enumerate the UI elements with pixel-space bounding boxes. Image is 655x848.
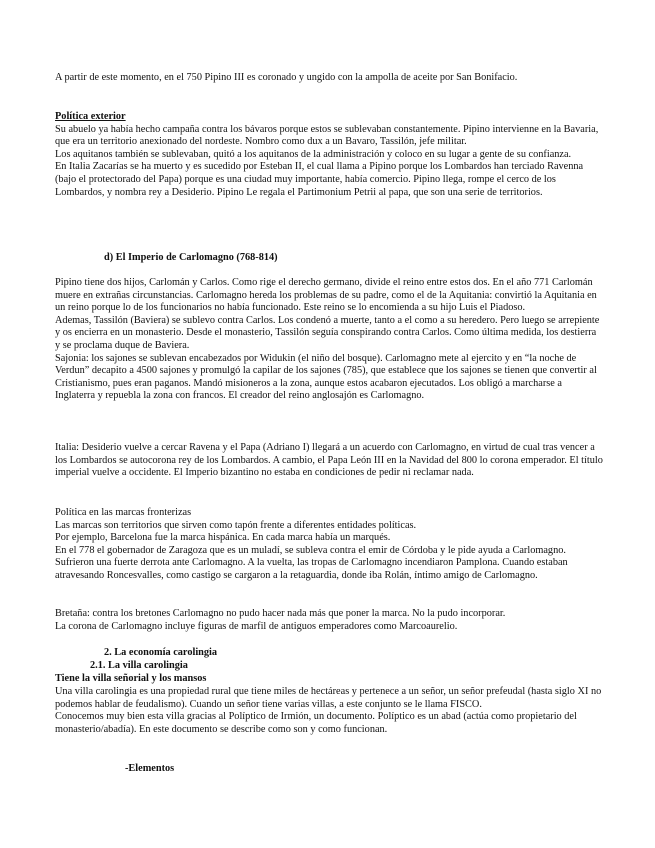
imperio-section <box>55 277 603 403</box>
intro-paragraph <box>55 72 603 85</box>
politica-exterior-paragraph-2: Los aquitanos también se sublevaban, quitó a los aquitanos de la administración y coloco en su lugar a gente de su confianza. <box>55 148 572 160</box>
politica-exterior-heading: Política exterior <box>55 111 126 122</box>
imperio-paragraph-1: Pipino tiene dos hijos, Carlomán y Carlos. Como rige el derecho germano, divide el reino entre estos dos. En el año 771 Carlomán muere en extrañas circunstancias. Carlomagno hereda los problemas de su padre, como el de la Aquitania: convirtió la Aquitania en un reino porque lo de los funcionarios no había funcionado. Este reino se lo encomienda a su hijo Luis el Piadoso. <box>55 277 597 314</box>
politica-exterior-section <box>55 111 603 199</box>
economia-heading: 2. La economía carolingia <box>104 647 218 658</box>
politica-exterior-paragraph-1: Su abuelo ya había hecho campaña contra los bávaros porque estos se sublevaban constantemente. Pipino intervienne en la Bavaria, que era un territorio anexionado del nordeste. Nombro como dux a un Bavaro, Tassilón, jefe militar. <box>55 123 599 148</box>
italia-paragraph <box>55 442 603 480</box>
imperio-paragraph-3: Sajonia: los sajones se sublevan encabezados por Widukin (el niño del bosque). Carlomagno mete al ejercito y en “la noche de Verdun” decapito a 4500 sajones y promulgó la capilar de los sajones (785), que establece que los sajones se tienen que convertir al Cristianismo, pues eran paganos. Mandó misioneros a la zona, aunque estos acabaron ejecutados. Los obligó a marcharse a Inglaterra y repuebla la zona con francos. El creador del reino anglosajón es Carlomagno. <box>55 352 597 402</box>
economia-section <box>55 686 603 736</box>
bretania-paragraph-1: Bretaña: contra los bretones Carlomagno no pudo hacer nada más que poner la marca. No la pudo incorporar. <box>55 608 506 619</box>
imperio-heading: d) El Imperio de Carlomagno (768-814) <box>104 252 278 263</box>
marcas-paragraph-2: Por ejemplo, Barcelona fue la marca hispánica. En cada marca había un marqués. <box>55 532 391 544</box>
bretania-paragraph-2: La corona de Carlomagno incluye figuras de marfil de antiguos emperadores como Marcoaurelio. <box>55 620 458 632</box>
economia-paragraph-2: Conocemos muy bien esta villa gracias al Políptico de Irmión, un documento. Políptico es un abad (actúa como propietario del monasterio/abadía). En este documento se describe como son y como funcionan. <box>55 711 577 735</box>
marcas-heading: Política en las marcas fronterizas <box>55 507 192 518</box>
villa-carolingia-heading: 2.1. La villa carolingia <box>90 660 188 671</box>
economia-paragraph-1: Una villa carolingia es una propiedad rural que tiene miles de hectáreas y pertenece a un señor, un señor prefeudal (hasta siglo XI no podemos hablar de feudalismo). Cuando un señor tiene varias villas, a este conjunto se le llama FISCO. <box>55 686 602 710</box>
intro-text: A partir de este momento, en el 750 Pipino III es coronado y ungido con la ampolla de aceite por San Bonifacio. <box>55 72 518 83</box>
marcas-paragraph-3: En el 778 el gobernador de Zaragoza que es un muladí, se subleva contra el emir de Córdoba y le pide ayuda a Carlomagno. Sufrieron una fuerte derrota ante Carlomagno. A la vuelta, las tropas de Carlomagno incendiaron Pamplona. Cuando estaban atravesando Roncesvalles, como castigo se cargaron a la retaguardia, donde iba Rolán, íntimo amigo de Carlomagno. <box>55 544 568 581</box>
bretania-section <box>55 608 603 633</box>
politica-exterior-paragraph-3: En Italia Zacarías se ha muerto y es sucedido por Esteban II, el cual llama a Pipino porque los Lombardos han terciado Ravenna (bajo el protectorado del Papa) porque es una ciudad muy importante, había comercio. Pipino llega, rompe el cerco de los Lombardos, y nombra rey a Desiderio. Pipino Le regala el Partimonium Petrii al papa, que son una serie de territorios. <box>55 161 584 198</box>
elementos-heading: -Elementos <box>125 763 175 774</box>
villa-senorial-heading: Tiene la villa señorial y los mansos <box>55 673 207 684</box>
imperio-paragraph-4: Italia: Desiderio vuelve a cercar Ravena y el Papa (Adriano I) llegará a un acuerdo con Carlomagno, en virtud de cual tras vencer a los Lombardos se autocorona rey de los Lombardos. A cambio, el Papa León III en la Navidad del 800 lo corona emperador. El título imperial vuelve a occidente. El Imperio bizantino no estaba en condiciones de pedir ni reclamar nada. <box>55 442 603 479</box>
imperio-paragraph-2: Ademas, Tassilón (Baviera) se sublevo contra Carlos. Los condenó a muerte, tanto a el como a su heredero. Pero luego se arrepiente y os encierra en un monasterio. Desde el monasterio, Tassilón seguía conspirando contra Carlos. Como última medida, los destierra y se proclama duque de Baviera. <box>55 314 600 351</box>
marcas-section <box>55 507 603 583</box>
marcas-paragraph-1: Las marcas son territorios que sirven como tapón frente a diferentes entidades políticas. <box>55 519 417 531</box>
